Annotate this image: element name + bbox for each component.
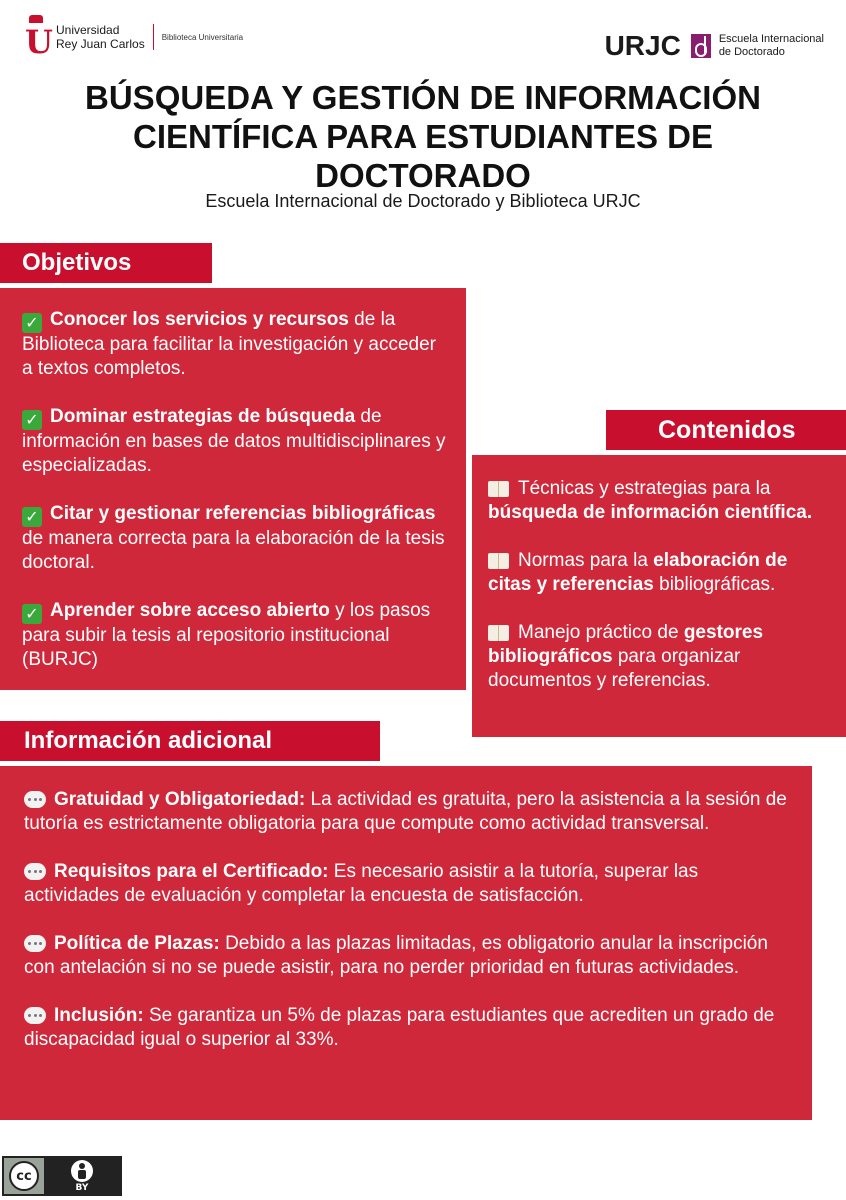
objetivo-bold: Citar y gestionar referencias bibliográficas: [50, 503, 436, 524]
contenido-bold: búsqueda de información científica.: [488, 502, 813, 523]
objetivo-item: [22, 308, 448, 381]
contenido-item: [488, 477, 832, 525]
logo-divider: [153, 24, 154, 50]
info-item: [24, 932, 796, 980]
contenido-bold: elaboración de citas y referencias: [488, 550, 788, 595]
info-text: Es necesario asistir a la tutoría, superar las actividades de evaluación y completar la encuesta de satisfacción.: [24, 861, 699, 906]
info-item: [24, 788, 796, 836]
objetivo-text: de información en bases de datos multidisciplinares y especializadas.: [22, 406, 446, 476]
info-bold: Política de Plazas:: [54, 933, 220, 954]
info-bold: Gratuidad y Obligatoriedad:: [54, 789, 306, 810]
contenido-text: Técnicas y estrategias para la: [518, 478, 771, 499]
contenido-text-end: bibliográficas.: [653, 574, 776, 595]
page-title: [40, 78, 806, 195]
speech-bubble-icon: [24, 935, 46, 952]
school-name-line1: Escuela Internacional: [718, 33, 824, 45]
info-box: [0, 766, 812, 1120]
info-text: Debido a las plazas limitadas, es obligatorio anular la inscripción con antelación si no se puede asistir, para no perder prioridad en futuras actividades.: [24, 933, 768, 978]
doctoral-school-logo: [605, 30, 824, 62]
objetivo-text: de manera correcta para la elaboración de la tesis doctoral.: [22, 528, 445, 573]
check-icon: ✓: [22, 410, 42, 430]
page-subtitle: Escuela Internacional de Doctorado y Biblioteca URJC: [205, 191, 641, 211]
objetivo-bold: Conocer los servicios y recursos: [50, 309, 349, 330]
urjc-library-logo: [24, 14, 243, 60]
cc-by-license-badge[interactable]: [2, 1156, 122, 1196]
cc-icon: cc: [9, 1161, 39, 1191]
objetivo-bold: Dominar estrategias de búsqueda: [50, 406, 356, 427]
check-icon: ✓: [22, 604, 42, 624]
objetivo-bold: Aprender sobre acceso abierto: [50, 600, 330, 621]
urjc-wordmark: URJC: [604, 30, 681, 61]
info-item: [24, 860, 796, 908]
by-label: BY: [75, 1183, 89, 1193]
speech-bubble-icon: [24, 863, 46, 880]
info-bold: Inclusión:: [54, 1005, 144, 1026]
title-line-3: DOCTORADO: [315, 157, 531, 194]
library-name: Biblioteca Universitaria: [161, 32, 244, 42]
contenido-text-end: para organizar documentos y referencias.: [488, 646, 741, 691]
check-icon: ✓: [22, 313, 42, 333]
objetivo-item: [22, 502, 448, 575]
contenido-item: [488, 549, 832, 597]
university-name-line1: Universidad: [56, 23, 120, 37]
title-line-2: CIENTÍFICA PARA ESTUDIANTES DE: [133, 118, 713, 155]
contenido-text: Normas para la: [518, 550, 654, 571]
speech-bubble-icon: [24, 1007, 46, 1024]
open-book-icon: [488, 553, 510, 569]
objetivo-item: [22, 405, 448, 478]
info-item: [24, 1004, 796, 1052]
contenidos-heading: Contenidos: [606, 410, 846, 450]
speech-bubble-icon: [24, 791, 46, 808]
school-name-line2: de Doctorado: [718, 46, 785, 58]
objetivos-heading: Objetivos: [0, 243, 212, 283]
contenido-item: [488, 621, 832, 693]
open-book-icon: [488, 625, 510, 641]
open-book-icon: [488, 481, 510, 497]
contenido-bold: gestores bibliográficos: [488, 622, 764, 667]
info-text: Se garantiza un 5% de plazas para estudiantes que acrediten un grado de discapacidad igual o superior al 33%.: [24, 1005, 775, 1050]
objetivo-text: de la Biblioteca para facilitar la investigación y acceder a textos completos.: [22, 309, 436, 379]
objetivo-text: y los pasos para subir la tesis al repositorio institucional (BURJC): [22, 600, 431, 670]
info-text: La actividad es gratuita, pero la asistencia a la sesión de tutoría es estrictamente obligatoria para que compute como actividad transversal.: [24, 789, 787, 834]
contenido-text: Manejo práctico de: [518, 622, 684, 643]
attribution-person-icon: [71, 1160, 93, 1182]
info-heading: Información adicional: [0, 721, 380, 761]
info-bold: Requisitos para el Certificado:: [54, 861, 329, 882]
university-name-line2: Rey Juan Carlos: [56, 37, 145, 51]
urjc-crest-icon: U: [24, 15, 48, 59]
contenidos-box: [472, 455, 846, 737]
doctoral-school-d-icon: [691, 34, 711, 58]
check-icon: ✓: [22, 507, 42, 527]
objetivos-box: [0, 288, 466, 690]
objetivo-item: [22, 599, 448, 672]
title-line-1: BÚSQUEDA Y GESTIÓN DE INFORMACIÓN: [85, 79, 761, 116]
